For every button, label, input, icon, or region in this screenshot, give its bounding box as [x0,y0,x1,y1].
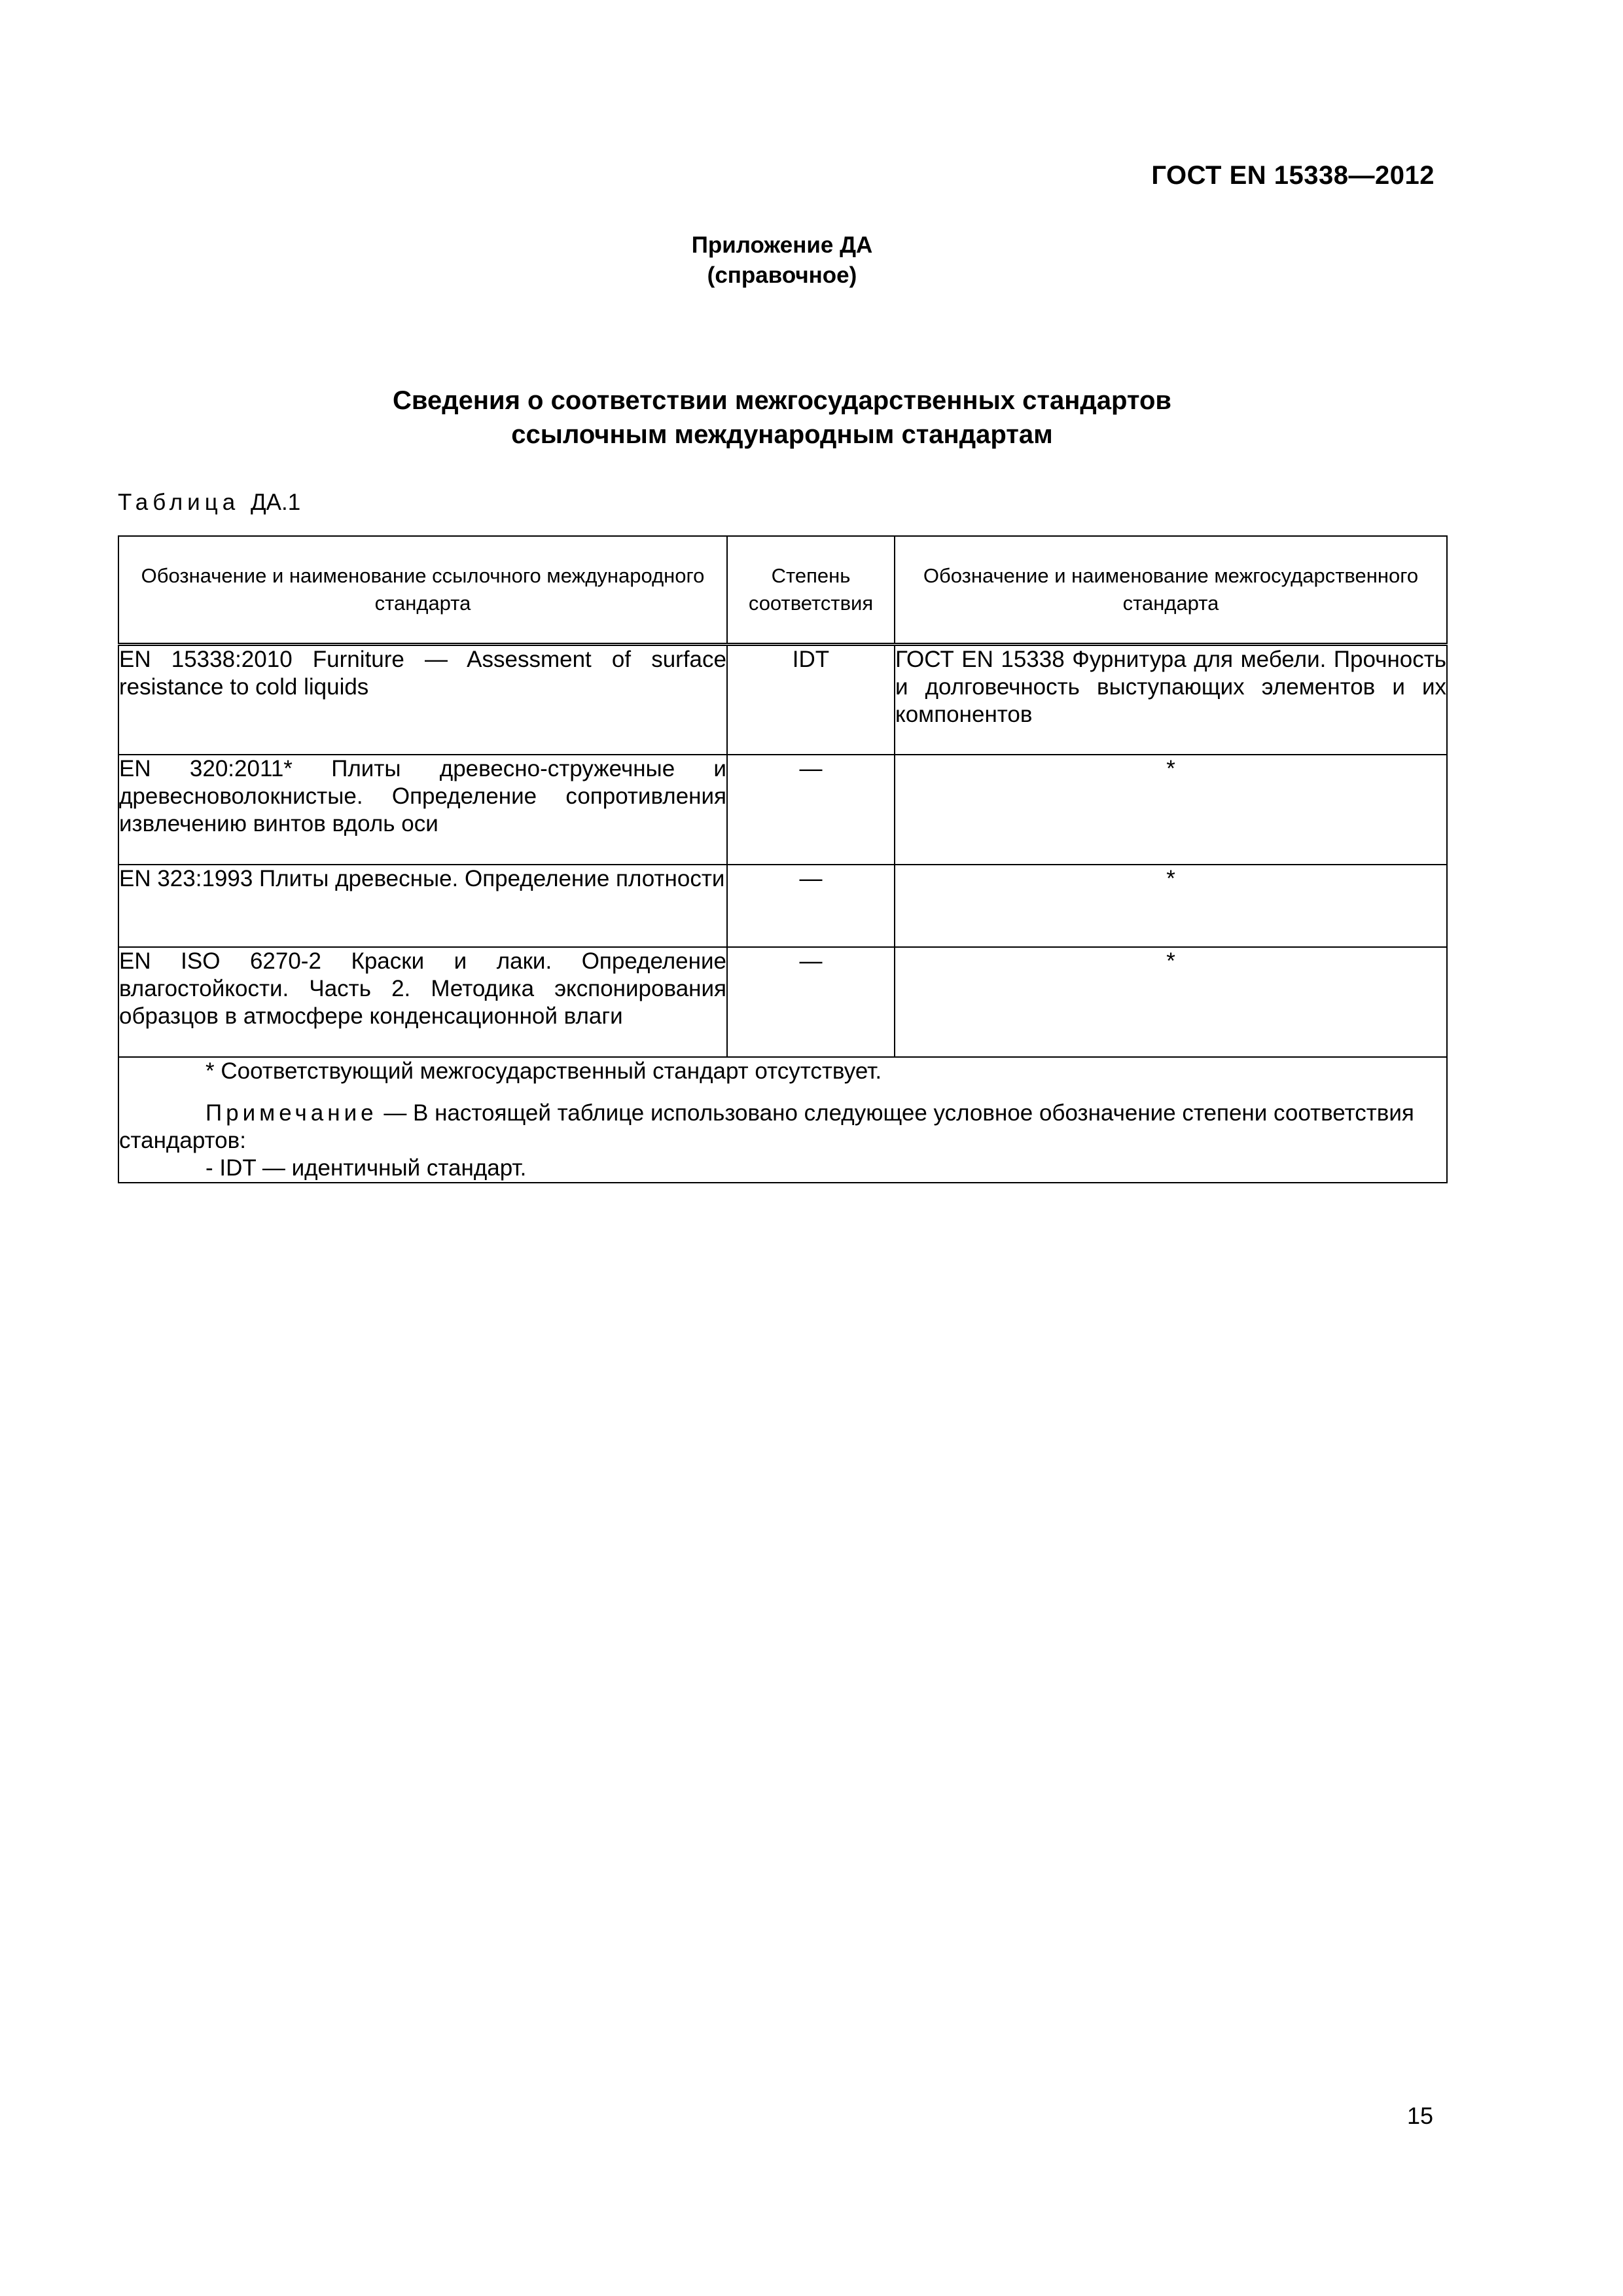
page-number: 15 [1406,2102,1433,2129]
table-notes-row [118,1057,1447,1183]
cell-interstate: * [895,947,1447,1057]
table-label [118,490,300,516]
appendix-title: Приложение ДА [691,232,873,258]
note [119,1100,1446,1155]
cell-international: EN 323:1993 Плиты древесные. Определение плотности [118,865,727,947]
cell-interstate: * [895,865,1447,947]
document-title-line-1: Сведения о соответствии межгосударственных стандартов [393,386,1171,415]
correspondence-table [118,535,1448,1183]
header-interstate-standard: Обозначение и наименование межгосударственного стандарта [895,536,1447,645]
footnote: * Соответствующий межгосударственный стандарт отсутствует. [205,1058,882,1084]
cell-international: EN 15338:2010 Furniture — Assessment of surface resistance to cold liquids [118,645,727,755]
cell-international: EN 320:2011* Плиты древесно-стружечные и древесноволокнистые. Определение сопротивления извлечению винтов вдоль оси [118,755,727,865]
table-label-word: Таблица [118,490,240,515]
appendix-type: (справочное) [707,262,857,288]
standard-number: ГОСТ EN 15338—2012 [1151,161,1435,190]
cell-interstate: * [895,755,1447,865]
table-row [118,755,1447,865]
document-title [118,384,1446,452]
table-notes [118,1057,1447,1183]
note-item: - IDT — идентичный стандарт. [205,1155,527,1181]
cell-international: EN ISO 6270-2 Краски и лаки. Определение влагостойкости. Часть 2. Методика экспонирования образцов в атмосфере конденсационной влаги [118,947,727,1057]
table-row [118,947,1447,1057]
note-text: — В настоящей таблице использовано следующее условное обозначение степени соответствия стандартов: [119,1100,1414,1153]
header-degree: Степень соответствия [727,536,895,645]
cell-degree: IDT [727,645,895,755]
table-row [118,645,1447,755]
header-international-standard: Обозначение и наименование ссылочного международного стандарта [118,536,727,645]
cell-degree: — [727,755,895,865]
cell-degree: — [727,865,895,947]
document-title-line-2: ссылочным международным стандартам [511,420,1053,449]
appendix-heading [118,230,1446,291]
table-row [118,865,1447,947]
table-header-row [118,536,1447,645]
table-number: ДА.1 [250,490,301,515]
cell-degree: — [727,947,895,1057]
cell-interstate: ГОСТ EN 15338 Фурнитура для мебели. Прочность и долговечность выступающих элементов и их компонентов [895,645,1447,755]
note-label: Примечание [205,1100,378,1126]
